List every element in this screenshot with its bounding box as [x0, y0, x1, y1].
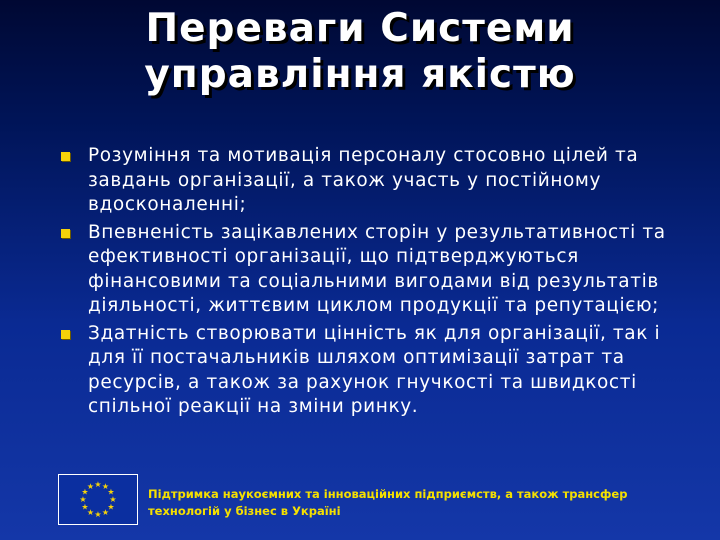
svg-text:★: ★ — [81, 502, 89, 512]
bullet-text: Розуміння та мотивація персоналу стосовно цілей та завдань організації, а також участь у постійному вдосконаленні; — [88, 145, 639, 215]
bullet-item — [58, 221, 698, 319]
bullet-item — [58, 322, 698, 420]
eu-flag-icon — [58, 474, 138, 525]
svg-text:★: ★ — [94, 480, 102, 489]
svg-text:★: ★ — [101, 508, 110, 517]
footer-caption: Підтримка наукоємних та інноваційних підприємств, а також трансфер технологій у бізнес в Україні — [148, 487, 628, 518]
bullet-list — [58, 144, 698, 423]
square-bullet-icon — [61, 330, 70, 339]
footer — [58, 474, 698, 526]
bullet-item — [58, 144, 698, 218]
svg-text:★: ★ — [107, 487, 115, 497]
svg-text:★: ★ — [94, 510, 102, 519]
svg-text:★: ★ — [86, 482, 95, 491]
svg-text:★: ★ — [86, 508, 95, 517]
svg-text:★: ★ — [101, 482, 110, 491]
svg-text:★: ★ — [107, 502, 115, 512]
square-bullet-icon — [61, 229, 70, 238]
slide-title-line: Переваги Системи — [145, 6, 575, 51]
square-bullet-icon — [61, 152, 70, 161]
svg-text:★: ★ — [79, 495, 87, 504]
svg-text:★: ★ — [109, 495, 117, 504]
bullet-text: Впевненість зацікавлених сторін у результативності та ефективності організації, що підтверджуються фінансовими та соціальними вигодами від результатів діяльності, життєвим циклом продукції та репутацією; — [88, 221, 666, 316]
svg-text:★: ★ — [81, 487, 89, 497]
slide-title — [0, 6, 720, 98]
eu-stars — [59, 475, 137, 524]
slide-title-line: управління якістю — [144, 52, 576, 97]
bullet-text: Здатність створювати цінність як для організації, так і для її постачальників шляхом оптимізації затрат та ресурсів, а також за рахунок гнучкості та швидкості спільної реакції на зміни ринку. — [88, 322, 661, 417]
